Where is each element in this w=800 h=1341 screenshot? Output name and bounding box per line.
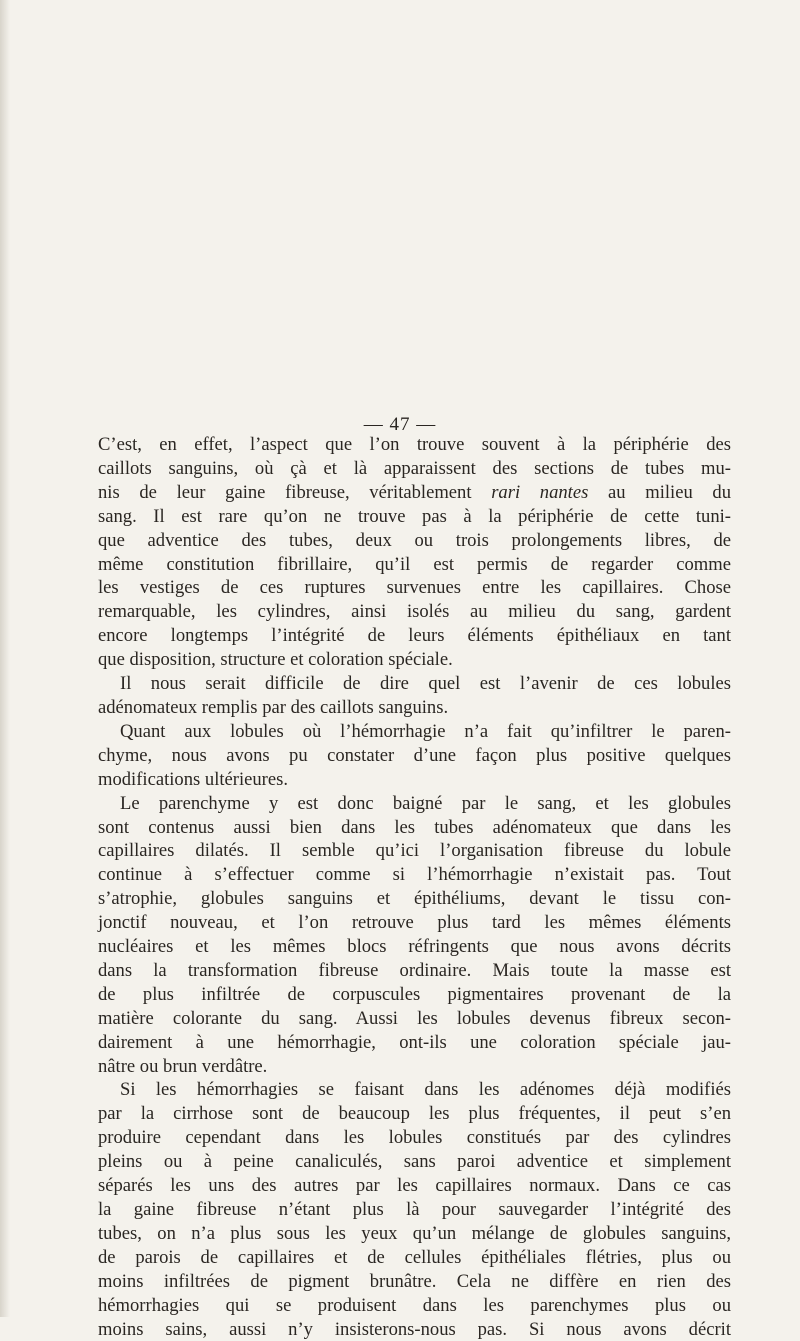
italic-phrase: rari nantes <box>491 481 589 503</box>
text-line: Le parenchyme y est donc baigné par le sang, et les globules <box>120 792 731 814</box>
text-line: nucléaires et les mêmes blocs réfringents que nous avons décrits <box>98 936 731 958</box>
text-line: pleins ou à peine canaliculés, sans paroi adventice et simplement <box>98 1151 731 1173</box>
paragraph-1 <box>98 433 731 672</box>
text-line: hémorrhagies qui se produisent dans les parenchymes plus ou <box>98 1294 731 1316</box>
text-line: continue à s’effectuer comme si l’hémorrhagie n’existait pas. Tout <box>98 864 731 886</box>
body-text <box>98 433 731 1341</box>
paragraph-4 <box>98 792 731 1079</box>
paragraph-3 <box>98 720 731 792</box>
text-line: s’atrophie, globules sanguins et épithéliums, devant le tissu con- <box>98 888 731 910</box>
text-line: que disposition, structure et coloration spéciale. <box>98 649 453 671</box>
text-line: Si les hémorrhagies se faisant dans les adénomes déjà modifiés <box>120 1079 731 1101</box>
text-line: caillots sanguins, où çà et là apparaissent des sections de tubes mu- <box>98 457 731 479</box>
text-line: par la cirrhose sont de beaucoup les plus fréquentes, il peut s’en <box>98 1103 731 1125</box>
text-line: séparés les uns des autres par les capillaires normaux. Dans ce cas <box>98 1175 731 1197</box>
text-line: adénomateux remplis par des caillots sanguins. <box>98 696 449 718</box>
text-line: remarquable, les cylindres, ainsi isolés au milieu du sang, gardent <box>98 601 731 623</box>
text-line: tubes, on n’a plus sous les yeux qu’un mélange de globules sanguins, <box>98 1222 731 1244</box>
text-line: les vestiges de ces ruptures survenues entre les capillaires. Chose <box>98 577 731 599</box>
paragraph-5 <box>98 1078 731 1341</box>
text-line: de plus infiltrée de corpuscules pigmentaires provenant de la <box>98 983 731 1005</box>
text-fragment: au milieu du <box>608 481 732 503</box>
text-line: matière colorante du sang. Aussi les lobules devenus fibreux secon- <box>98 1007 731 1029</box>
text-line: même constitution fibrillaire, qu’il est permis de regarder comme <box>98 553 731 575</box>
text-line: sang. Il est rare qu’on ne trouve pas à la périphérie de cette tuni- <box>98 505 731 527</box>
text-line: capillaires dilatés. Il semble qu’ici l’organisation fibreuse du lobule <box>98 840 731 862</box>
text-line: de parois de capillaires et de cellules épithéliales flétries, plus ou <box>98 1246 731 1268</box>
page-number: — 47 — <box>363 414 437 435</box>
text-line: C’est, en effet, l’aspect que l’on trouve souvent à la périphérie des <box>98 434 731 455</box>
text-line: Il nous serait difficile de dire quel est l’avenir de ces lobules <box>120 673 731 695</box>
text-line: que adventice des tubes, deux ou trois prolongements libres, de <box>98 529 731 551</box>
text-line: dairement à une hémorrhagie, ont-ils une coloration spéciale jau- <box>98 1031 731 1053</box>
text-line: encore longtemps l’intégrité de leurs éléments épithéliaux en tant <box>98 625 731 647</box>
text-fragment: nis de leur gaine fibreuse, véritablement <box>98 481 472 503</box>
text-line: modifications ultérieures. <box>98 768 289 790</box>
paragraph-2 <box>98 672 731 720</box>
text-line: moins infiltrées de pigment brunâtre. Cela ne diffère en rien des <box>98 1270 731 1292</box>
text-line: produire cependant dans les lobules constitués par des cylindres <box>98 1127 731 1149</box>
text-line: moins sains, aussi n’y insisterons-nous pas. Si nous avons décrit <box>98 1318 731 1340</box>
text-line: jonctif nouveau, et l’on retrouve plus tard les mêmes éléments <box>98 912 731 934</box>
text-line: nâtre ou brun verdâtre. <box>98 1055 268 1077</box>
page-binding-edge <box>0 0 10 1317</box>
text-line: dans la transformation fibreuse ordinaire. Mais toute la masse est <box>98 959 731 981</box>
text-line: Quant aux lobules où l’hémorrhagie n’a fait qu’infiltrer le paren- <box>120 720 731 742</box>
text-line <box>98 481 731 505</box>
text-line: sont contenus aussi bien dans les tubes adénomateux que dans les <box>98 816 731 838</box>
text-line: chyme, nous avons pu constater d’une façon plus positive quelques <box>98 744 731 766</box>
text-line: la gaine fibreuse n’étant plus là pour sauvegarder l’intégrité des <box>98 1199 731 1220</box>
